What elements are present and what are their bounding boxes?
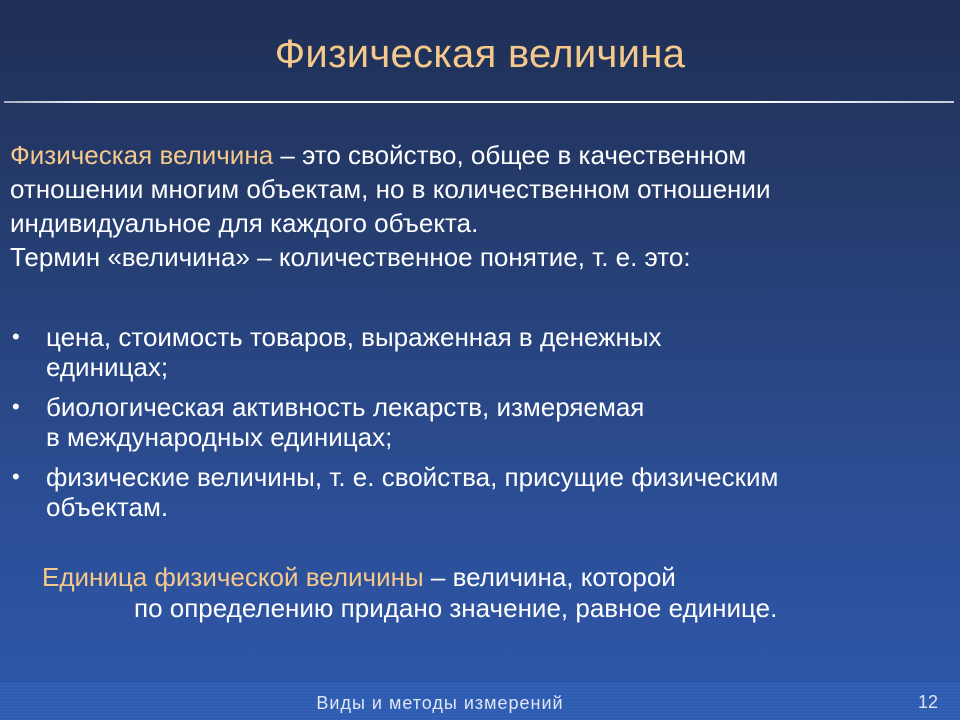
footer-title: Виды и методы измерений — [316, 693, 564, 713]
definition-paragraph — [10, 138, 940, 240]
bullet-icon: • — [12, 394, 20, 419]
definition-block — [10, 138, 940, 274]
definition-text-line3: индивидуальное для каждого объекта. — [10, 208, 479, 238]
footer-bar — [0, 683, 960, 720]
unit-definition — [42, 562, 942, 624]
definition-term: Физическая величина — [10, 140, 274, 170]
unit-definition-term: Единица физической величины — [42, 562, 424, 592]
slide-title: Физическая величина — [274, 32, 686, 76]
list-item-line2: в международных единицах; — [46, 422, 393, 452]
list-item-line1: физические величины, т. е. свойства, присущие физическим — [46, 462, 779, 492]
list-item-line2: объектам. — [46, 492, 169, 522]
slide-number: 12 — [917, 692, 938, 712]
title-divider — [4, 101, 954, 103]
unit-definition-text-line2: по определению придано значение, равное единице. — [134, 593, 778, 623]
list-item-line2: единицах; — [46, 352, 169, 382]
bullet-icon: • — [12, 324, 20, 349]
list-item — [10, 462, 950, 522]
list-item-line1: цена, стоимость товаров, выраженная в денежных — [46, 322, 662, 352]
unit-definition-text-line1: – величина, которой — [423, 562, 676, 592]
list-item — [10, 322, 950, 382]
bullet-icon: • — [12, 464, 20, 489]
definition-text-line1: – это свойство, общее в качественном — [273, 140, 747, 170]
examples-list — [10, 322, 950, 532]
list-item — [10, 392, 950, 452]
list-item-line1: биологическая активность лекарств, измеряемая — [46, 392, 645, 422]
term-intro: Термин «величина» – количественное понятие, т. е. это: — [10, 242, 691, 272]
definition-text-line2: отношении многим объектам, но в количественном отношении — [10, 174, 771, 204]
